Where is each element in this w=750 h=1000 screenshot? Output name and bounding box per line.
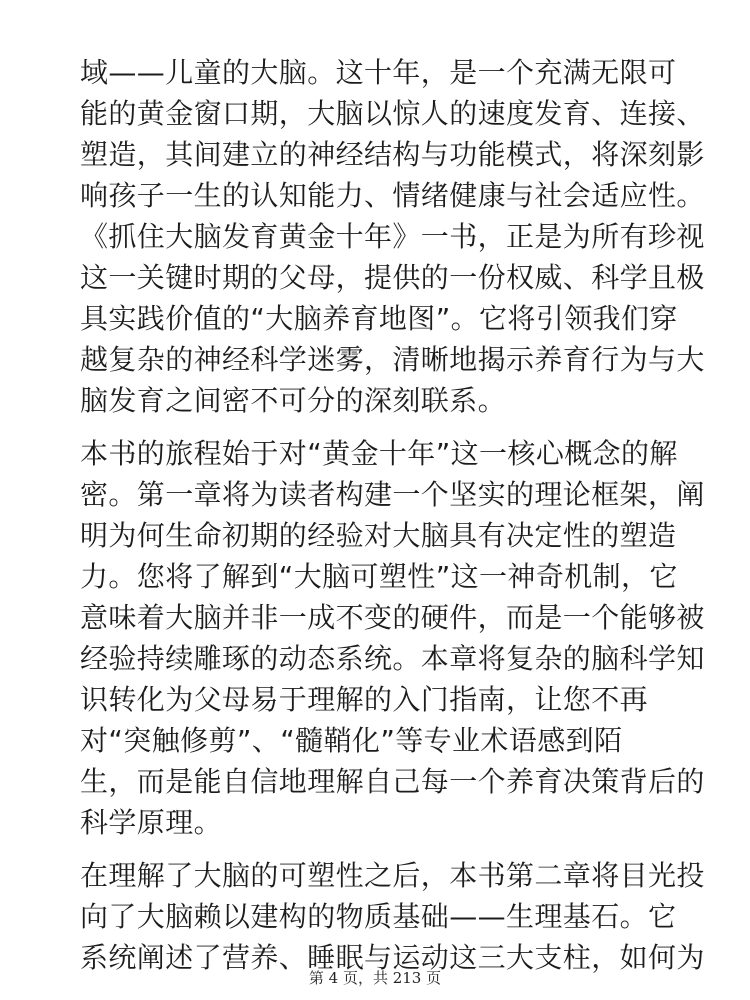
page-number: 第 4 页，共 213 页 [308, 969, 442, 987]
text-line: 经验持续雕琢的动态系统。本章将复杂的脑科学知 [80, 642, 705, 675]
paragraph-2 [80, 433, 705, 843]
paragraph-spacer [80, 843, 680, 855]
text-line: 域——儿童的大脑。这十年，是一个充满无限可 [80, 56, 677, 89]
paragraph-spacer [80, 421, 680, 433]
text-line: 本书的旅程始于对“黄金十年”这一核心概念的解 [80, 437, 678, 470]
text-line: 响孩子一生的认知能力、情绪健康与社会适应性。 [80, 179, 705, 212]
text-line: 在理解了大脑的可塑性之后，本书第二章将目光投 [80, 859, 705, 892]
text-line: 向了大脑赖以建构的物质基础——生理基石。它 [80, 900, 677, 933]
text-line: 对“突触修剪”、“髓鞘化”等专业术语感到陌 [80, 724, 623, 757]
text-line: 塑造，其间建立的神经结构与功能模式，将深刻影 [80, 138, 705, 171]
text-line: 识转化为父母易于理解的入门指南，让您不再 [80, 683, 649, 716]
text-line: 力。您将了解到“大脑可塑性”这一神奇机制，它 [80, 560, 678, 593]
text-line: 《抓住大脑发育黄金十年》一书，正是为所有珍视 [80, 220, 705, 253]
text-line: 生，而是能自信地理解自己每一个养育决策背后的 [80, 765, 705, 798]
text-line: 意味着大脑并非一成不变的硬件，而是一个能够被 [80, 601, 705, 634]
text-line: 脑发育之间密不可分的深刻联系。 [80, 384, 507, 417]
text-line: 密。第一章将为读者构建一个坚实的理论框架，阐 [80, 478, 705, 511]
text-line: 这一关键时期的父母，提供的一份权威、科学且极 [80, 261, 705, 294]
text-line: 具实践价值的“大脑养育地图”。它将引领我们穿 [80, 302, 678, 335]
paragraph-1 [80, 52, 705, 421]
document-body [80, 52, 705, 978]
text-line: 明为何生命初期的经验对大脑具有决定性的塑造 [80, 519, 677, 552]
text-line: 越复杂的神经科学迷雾，清晰地揭示养育行为与大 [80, 343, 705, 376]
text-line: 系统阐述了营养、睡眠与运动这三大支柱，如何为 [80, 941, 705, 974]
paragraph-3 [80, 855, 705, 978]
text-line: 科学原理。 [80, 806, 223, 839]
text-line: 能的黄金窗口期，大脑以惊人的速度发育、连接、 [80, 97, 705, 130]
